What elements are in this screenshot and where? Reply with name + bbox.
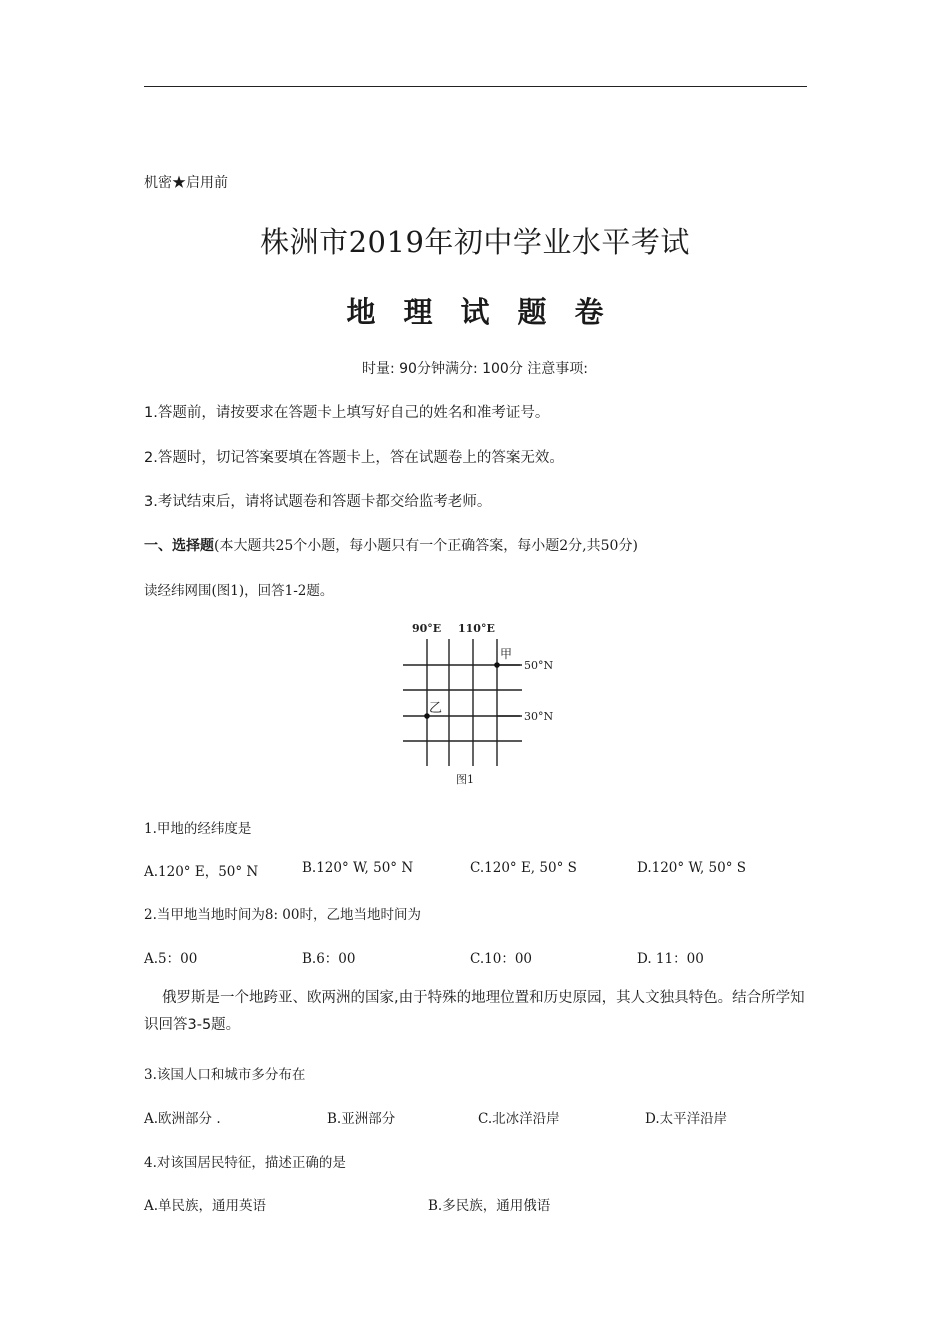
question-stem: 2.当甲地当地时间为8: 00时，乙地当地时间为 [144,907,421,923]
question-stem: 4.对该国居民特征，描述正确的是 [144,1155,346,1171]
lat-label-50n: 50°N [524,659,554,672]
question-intro: 读经纬网围(图1)，回答1-2题。 [144,583,334,599]
answer-option: D. 11：00 [637,951,704,967]
answer-option: B.120° W, 50° N [302,860,414,876]
answer-option: A.单民族，通用英语 [144,1198,267,1214]
lon-label-90e: 90°E [412,622,442,635]
answer-option: A.5：00 [144,951,198,967]
point-yi-label: 乙 [429,701,443,716]
answer-option: A.120° E，50° N [144,864,259,880]
answer-option: B.多民族，通用俄语 [428,1198,551,1214]
answer-option: C.10：00 [470,951,532,967]
answer-option: D.太平洋沿岸 [645,1111,728,1127]
exam-title: 株洲市2019年初中学业水平考试 [260,225,690,259]
graticule-figure [390,615,570,790]
note-item: 1.答题前，请按要求在答题卡上填写好自己的姓名和准考证号。 [144,405,550,421]
answer-option: C.120° E, 50° S [470,860,577,876]
answer-option: D.120° W, 50° S [637,860,747,876]
reading-passage: 俄罗斯是一个地跨亚、欧两洲的国家,由于特殊的地理位置和历史原园，其人文独具特色。结合所学知识回答3-5题。 [144,990,805,1033]
section-title: 一、选择题 [144,538,214,554]
lon-label-110e: 110°E [458,622,495,635]
question-stem: 3.该国人口和城市多分布在 [144,1067,306,1083]
section-heading [144,535,638,555]
section-description: (本大题共25个小题，每小题只有一个正确答案，每小题2分,共50分) [214,538,638,554]
answer-option: C.北冰洋沿岸 [478,1111,560,1127]
note-item: 3.考试结束后，请将试题卷和答题卡都交给监考老师。 [144,494,492,510]
top-rule [144,86,807,87]
figure-caption: 图1 [456,773,474,786]
confidential-mark: 机密★启用前 [144,175,228,191]
time-info: 时量: 90分钟满分: 100分 注意事项: [361,361,589,377]
point-jia-label: 甲 [500,647,513,661]
answer-option: B.亚洲部分 [327,1111,396,1127]
lat-label-30n: 30°N [524,710,554,723]
question-stem: 1.甲地的经纬度是 [144,821,252,837]
answer-option: A.欧洲部分 . [144,1111,221,1127]
point-jia-marker [494,662,500,668]
exam-subtitle: 地理试题卷 [346,295,632,329]
answer-option: B.6：00 [302,951,356,967]
note-item: 2.答题时，切记答案要填在答题卡上，答在试题卷上的答案无效。 [144,450,564,466]
